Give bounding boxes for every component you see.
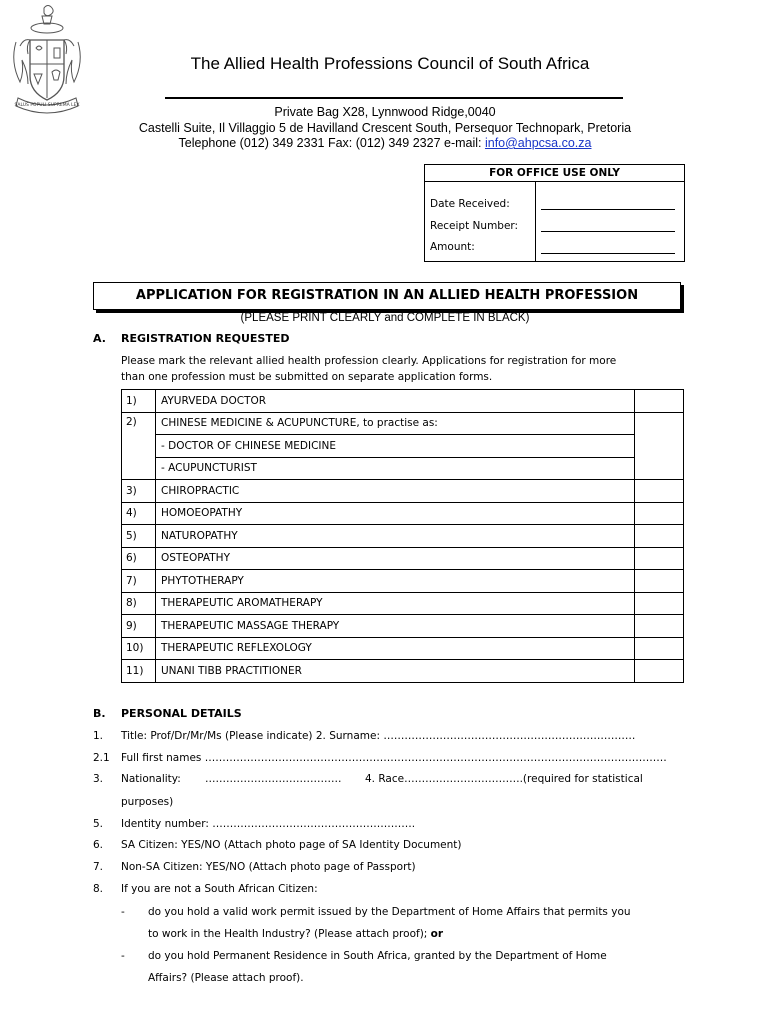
profession-number: 1) [122,390,156,413]
postal-address: Private Bag X28, Lynnwood Ridge,0040 [274,105,496,119]
section-a-para-line2: than one profession must be submitted on separate application forms. [121,371,493,383]
profession-row [122,592,684,615]
profession-row [122,547,684,570]
profession-checkbox[interactable] [635,570,684,593]
profession-label: - ACUPUNCTURIST [156,457,635,480]
profession-row [122,660,684,683]
first-names-field[interactable]: Full first names …………………………………………………………………………………………………………………… [121,752,667,764]
date-received-field[interactable] [541,209,675,210]
receipt-number-field[interactable] [541,231,675,232]
profession-row [122,570,684,593]
item-number-2-1: 2.1 [93,752,110,764]
item-number-3: 3. [93,773,104,785]
application-heading: APPLICATION FOR REGISTRATION IN AN ALLIED HEALTH PROFESSION [93,282,681,310]
contact-line [60,136,710,150]
print-instruction: (PLEASE PRINT CLEARLY and COMPLETE IN BLACK) [240,312,530,324]
street-address: Castelli Suite, Il Villaggio 5 de Havilland Crescent South, Persequor Technopark, Pretoria [138,121,632,135]
amount-label: Amount: [430,241,475,253]
office-use-box [424,164,685,262]
item-number-8: 8. [93,883,104,895]
non-citizen-heading: If you are not a South African Citizen: [121,883,318,895]
contact-phone-fax: Telephone (012) 349 2331 Fax: (012) 349 2327 e-mail: [178,136,485,150]
profession-checkbox[interactable] [635,660,684,683]
item-number-1: 1. [93,730,104,742]
profession-checkbox[interactable] [635,525,684,548]
bullet-dash: - [121,950,125,962]
profession-number: 7) [122,570,156,593]
non-sa-citizen-text: Non-SA Citizen: YES/NO (Attach photo page of Passport) [121,861,416,873]
profession-label: HOMOEOPATHY [156,502,635,525]
profession-label: OSTEOPATHY [156,547,635,570]
profession-number: 2) [122,412,156,480]
section-a-title: REGISTRATION REQUESTED [121,332,290,345]
profession-row [122,502,684,525]
amount-field[interactable] [541,253,675,254]
sa-citizen-text: SA Citizen: YES/NO (Attach photo page of SA Identity Document) [121,839,462,851]
profession-label: - DOCTOR OF CHINESE MEDICINE [156,435,635,458]
nationality-label: Nationality: [121,773,181,785]
profession-number: 3) [122,480,156,503]
item-number-5: 5. [93,818,104,830]
profession-checkbox[interactable] [635,390,684,413]
profession-checkbox[interactable] [635,615,684,638]
receipt-number-label: Receipt Number: [430,220,519,232]
profession-number: 9) [122,615,156,638]
section-a-letter: A. [93,332,106,345]
profession-checkbox[interactable] [635,480,684,503]
profession-number: 5) [122,525,156,548]
profession-label: THERAPEUTIC REFLEXOLOGY [156,637,635,660]
race-purposes-text: purposes) [121,796,174,808]
section-a-para-line1: Please mark the relevant allied health profession clearly. Applications for registration for more [121,355,617,367]
profession-row [122,457,684,480]
office-use-title: FOR OFFICE USE ONLY [425,165,684,182]
profession-label: THERAPEUTIC MASSAGE THERAPY [156,615,635,638]
race-field[interactable]: 4. Race…………………………….(required for statistical [365,773,643,785]
profession-label: PHYTOTHERAPY [156,570,635,593]
section-b-title: PERSONAL DETAILS [121,707,242,720]
nationality-field[interactable]: ………………………………… [205,773,342,785]
permanent-residence-text-line2: Affairs? (Please attach proof). [148,972,304,984]
profession-number: 4) [122,502,156,525]
header-divider [165,97,623,99]
profession-number: 11) [122,660,156,683]
profession-table [121,389,684,683]
profession-row [122,615,684,638]
profession-label: CHIROPRACTIC [156,480,635,503]
profession-label: UNANI TIBB PRACTITIONER [156,660,635,683]
bullet-dash: - [121,906,125,918]
profession-checkbox[interactable] [635,412,684,480]
profession-row [122,412,684,435]
profession-label: AYURVEDA DOCTOR [156,390,635,413]
profession-number: 6) [122,547,156,570]
profession-row [122,637,684,660]
profession-number: 8) [122,592,156,615]
permanent-residence-text-line1: do you hold Permanent Residence in South Africa, granted by the Department of Home [148,950,607,962]
profession-label: CHINESE MEDICINE & ACUPUNCTURE, to practise as: [156,412,635,435]
section-b-letter: B. [93,707,106,720]
profession-row [122,435,684,458]
item-number-7: 7. [93,861,104,873]
date-received-label: Date Received: [430,198,510,210]
profession-checkbox[interactable] [635,547,684,570]
profession-label: THERAPEUTIC AROMATHERAPY [156,592,635,615]
work-permit-text-line2 [148,928,443,940]
item-number-6: 6. [93,839,104,851]
crest-motto: SALUS POPULI SUPREMA LEX [14,103,80,108]
work-permit-text-line1: do you hold a valid work permit issued by the Department of Home Affairs that permits you [148,906,631,918]
profession-checkbox[interactable] [635,502,684,525]
profession-checkbox[interactable] [635,637,684,660]
profession-row [122,480,684,503]
profession-row [122,390,684,413]
council-title: The Allied Health Professions Council of South Africa [190,54,590,73]
profession-checkbox[interactable] [635,592,684,615]
section-a-instructions [121,353,681,385]
profession-label: NATUROPATHY [156,525,635,548]
profession-row [122,525,684,548]
work-permit-text-line2-main: to work in the Health Industry? (Please attach proof); [148,928,431,940]
profession-number: 10) [122,637,156,660]
title-surname-field[interactable]: Title: Prof/Dr/Mr/Ms (Please indicate) 2. Surname: ……………………………………………………………… [121,730,636,742]
or-bold-text: or [430,928,444,940]
identity-number-field[interactable]: Identity number: …………………………………………………. [121,818,416,830]
email-link[interactable]: info@ahpcsa.co.za [484,136,592,150]
